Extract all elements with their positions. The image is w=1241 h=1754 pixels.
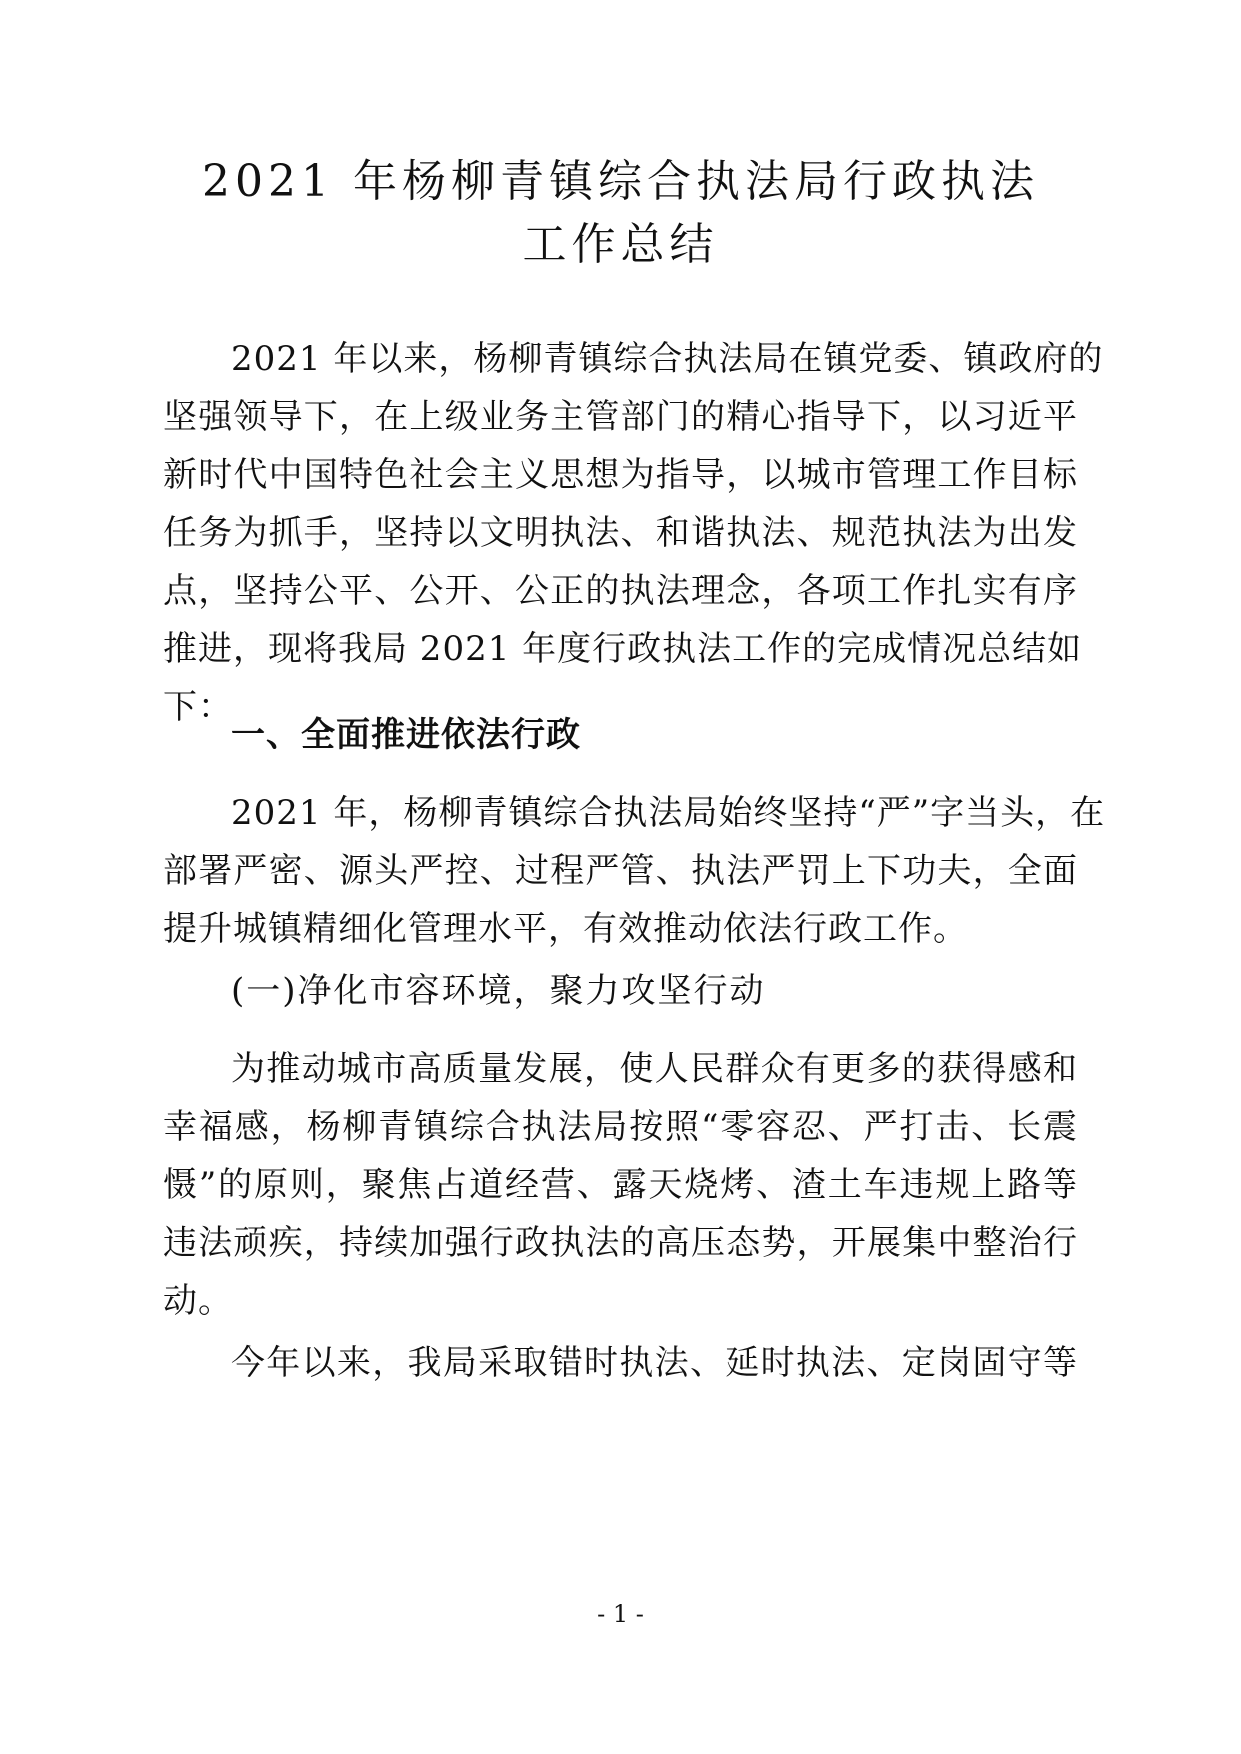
paragraph-line: 动。 <box>163 1281 233 1321</box>
paragraph-3 <box>163 1334 1078 1392</box>
subsection-heading: (一)净化市容环境，聚力攻坚行动 <box>231 971 766 1011</box>
paragraph-line: 提升城镇精细化管理水平，有效推动依法行政工作。 <box>163 909 968 949</box>
section-1-paragraph <box>163 784 1106 958</box>
paragraph-line: 点，坚持公平、公开、公正的执法理念，各项工作扎实有序 <box>163 571 1078 611</box>
paragraph-line: 2021 年，杨柳青镇综合执法局始终坚持“严”字当头，在 <box>231 793 1106 833</box>
paragraph-line: 坚强领导下，在上级业务主管部门的精心指导下，以习近平 <box>163 397 1078 437</box>
page-number: - 1 - <box>597 1600 644 1628</box>
paragraph-line: 慑”的原则，聚焦占道经营、露天烧烤、渣土车违规上路等 <box>163 1165 1078 1205</box>
section-heading: 一、全面推进依法行政 <box>231 715 581 755</box>
paragraph-line: 推进，现将我局 2021 年度行政执法工作的完成情况总结如 <box>163 629 1083 669</box>
paragraph-line: 2021 年以来，杨柳青镇综合执法局在镇党委、镇政府的 <box>231 339 1104 379</box>
document-title-line-1: 2021 年杨柳青镇综合执法局行政执法 <box>202 156 1039 207</box>
document-title-line-2: 工作总结 <box>522 219 719 270</box>
paragraph-line: 为推动城市高质量发展，使人民群众有更多的获得感和 <box>231 1049 1078 1089</box>
paragraph-line: 部署严密、源头严控、过程严管、执法严罚上下功夫，全面 <box>163 851 1078 891</box>
paragraph-line: 下： <box>163 687 233 727</box>
paragraph-line: 新时代中国特色社会主义思想为指导，以城市管理工作目标 <box>163 455 1078 495</box>
paragraph-line: 违法顽疾，持续加强行政执法的高压态势，开展集中整治行 <box>163 1223 1078 1263</box>
intro-paragraph <box>163 330 1104 736</box>
subsection-1-paragraph <box>163 1040 1078 1330</box>
paragraph-line: 任务为抓手，坚持以文明执法、和谐执法、规范执法为出发 <box>163 513 1078 553</box>
paragraph-line: 今年以来，我局采取错时执法、延时执法、定岗固守等 <box>231 1343 1078 1383</box>
paragraph-line: 幸福感，杨柳青镇综合执法局按照“零容忍、严打击、长震 <box>163 1107 1078 1147</box>
